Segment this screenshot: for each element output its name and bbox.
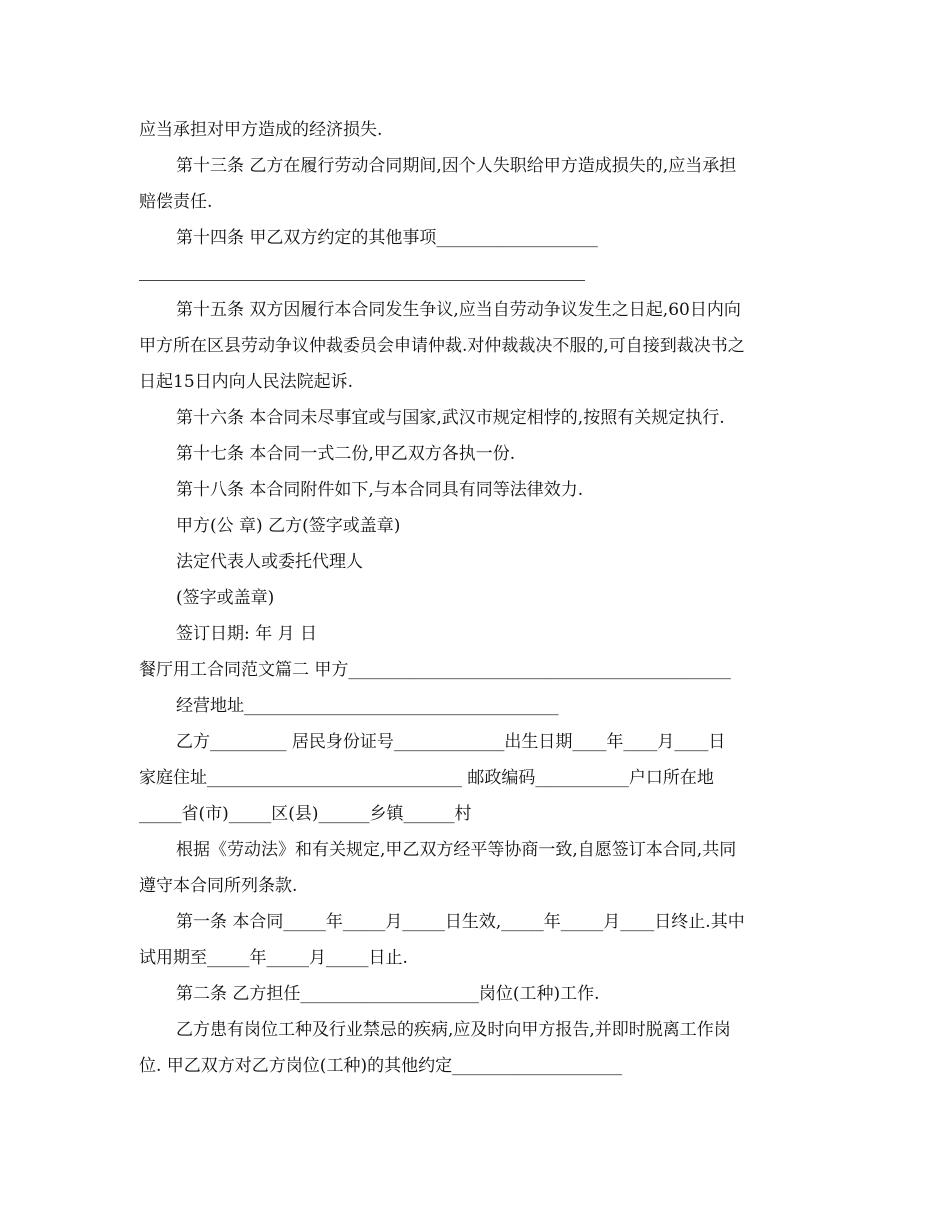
- blank-fill-line: [139, 256, 809, 292]
- document-line: 法定代表人或委托代理人: [176, 552, 363, 572]
- document-body: [139, 112, 809, 1084]
- document-line: 乙方_________ 居民身份证号_____________出生日期____年____月____日: [176, 732, 726, 752]
- document-line: 家庭住址______________________________ 邮政编码___________户口所在地: [139, 768, 714, 788]
- document-line: 甲方所在区县劳动争议仲裁委员会申请仲裁.对仲裁裁决不服的,可自接到裁决书之: [139, 336, 745, 356]
- document-line: 试用期至_____年_____月_____日止.: [139, 948, 408, 968]
- document-line: 第十六条 本合同未尽事宜或与国家,武汉市规定相悖的,按照有关规定执行.: [176, 408, 725, 428]
- document-line: 第十七条 本合同一式二份,甲乙双方各执一份.: [176, 444, 516, 464]
- document-line: 乙方患有岗位工种及行业禁忌的疾病,应及时向甲方报告,并即时脱离工作岗: [176, 1020, 731, 1040]
- document-line: 第十五条 双方因履行本合同发生争议,应当自劳动争议发生之日起,60日内向: [176, 300, 741, 320]
- document-line: 遵守本合同所列条款.: [139, 876, 298, 896]
- document-line: 签订日期: 年 月 日: [176, 624, 317, 644]
- document-line: 甲方(公 章) 乙方(签字或盖章): [176, 516, 401, 536]
- document-line: _____省(市)_____区(县)______乡镇______村: [139, 804, 472, 824]
- document-line: 经营地址_____________________________________: [176, 696, 559, 716]
- document-line: 第十八条 本合同附件如下,与本合同具有同等法律效力.: [176, 480, 584, 500]
- underline-rule: [139, 280, 585, 281]
- document-line: 第一条 本合同_____年_____月_____日生效,_____年_____月____日终止.其中: [176, 912, 745, 932]
- document-line: 位. 甲乙双方对乙方岗位(工种)的其他约定____________________: [139, 1056, 623, 1076]
- document-line: 日起15日内向人民法院起诉.: [139, 372, 354, 392]
- document-line: 餐厅用工合同范文篇二 甲方_____________________________________________: [139, 660, 731, 680]
- document-line: 应当承担对甲方造成的经济损失.: [139, 120, 383, 140]
- document-line: (签字或盖章): [176, 588, 275, 608]
- document-line: 第十四条 甲乙双方约定的其他事项___________________: [176, 228, 598, 248]
- document-line: 根据《劳动法》和有关规定,甲乙双方经平等协商一致,自愿签订本合同,共同: [176, 840, 737, 860]
- document-line: 第二条 乙方担任_____________________岗位(工种)工作.: [176, 984, 600, 1004]
- document-line: 第十三条 乙方在履行劳动合同期间,因个人失职给甲方造成损失的,应当承担: [176, 156, 737, 176]
- document-line: 赔偿责任.: [139, 192, 213, 212]
